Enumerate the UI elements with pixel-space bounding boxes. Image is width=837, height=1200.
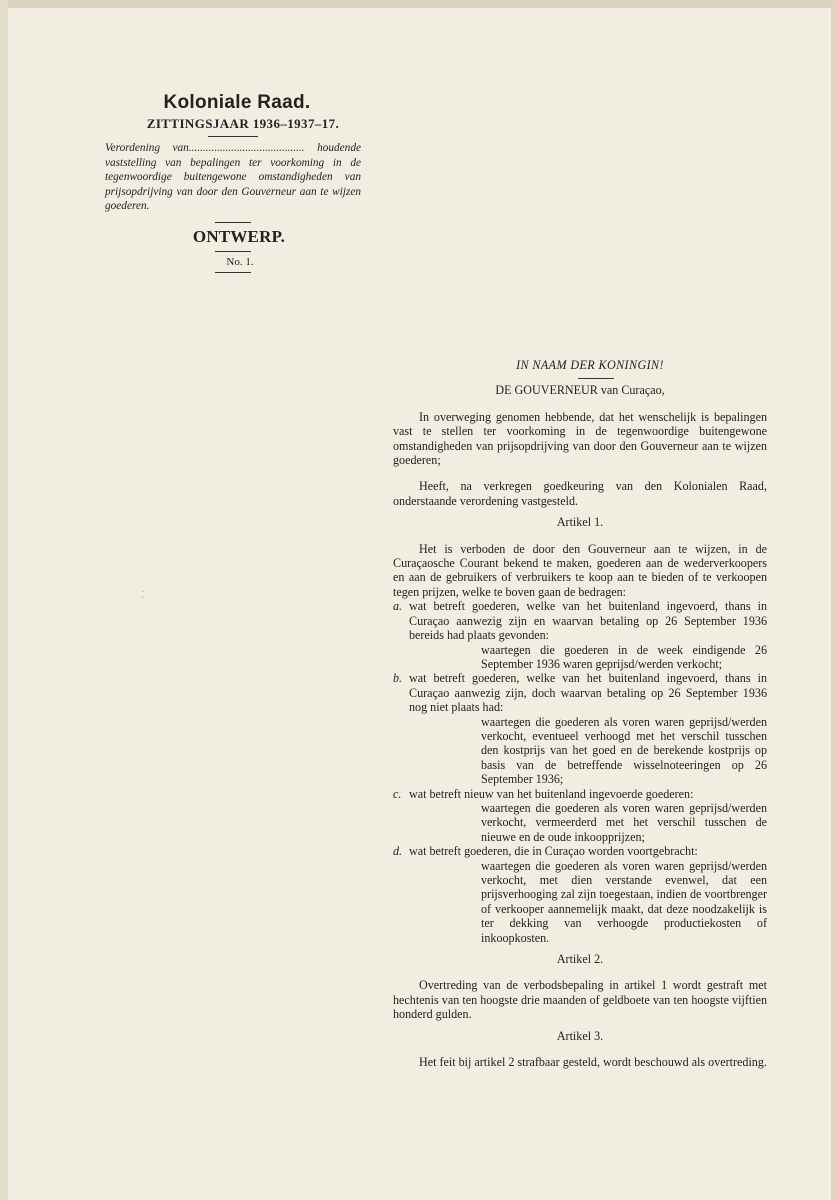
- list-subclause: waartegen die goederen in de week eindigende 26 September 1936 waren geprijsd/werden verkocht;: [481, 642, 767, 671]
- article-2-text: Overtreding van de verbodsbepaling in artikel 1 wordt gestraft met hechtenis van ten hoogste drie maanden of geldboete van ten hoogste vijftien honderd gulden.: [393, 978, 767, 1022]
- page-edge-left: [0, 0, 8, 1200]
- session-year: ZITTINGSJAAR 1936–1937–17.: [146, 116, 340, 131]
- article-3-title: Artikel 3.: [556, 1028, 604, 1043]
- draft-label: ONTWERP.: [192, 226, 286, 246]
- list-item: [393, 671, 767, 714]
- list-subclause: waartegen die goederen als voren waren geprijsd/werden verkocht, vermeerderd met het verschil tusschen de nieuwe en de oude inkoopprijzen;: [481, 800, 767, 844]
- enactment-paragraph: Heeft, na verkregen goedkeuring van den Kolonialen Raad, onderstaande verordening vastgesteld.: [393, 479, 767, 508]
- paper-speck: ⁚: [141, 590, 145, 601]
- list-item: [393, 844, 767, 858]
- list-subclause: waartegen die goederen als voren waren geprijsd/werden verkocht, eventueel verhoogd met het verschil tusschen den kostprijs van het goed en de berekende kostprijs op basis van de betreffende wisselnoteeringen op 26 September 1936;: [481, 714, 767, 787]
- divider: [215, 222, 251, 223]
- divider: [578, 378, 614, 379]
- article-1-text: Het is verboden de door den Gouverneur aan te wijzen, in de Curaçaosche Courant bekend te maken, goederen aan de wederverkoopers en aan de gebruikers of verbruikers te koop aan te bieden of te verkoopen tegen prijzen, welke te boven gaan de bedragen:: [393, 541, 767, 599]
- list-text: wat betreft goederen, welke van het buitenland ingevoerd, thans in Curaçao aanwezig zijn en waarvan betaling op 26 September 1936 bereids had plaats gevonden:: [409, 599, 767, 643]
- considering-paragraph: In overweging genomen hebbende, dat het wenschelijk is bepalingen vast te stellen ter voorkoming in de tegenwoordige buitengewone omstandigheden van prijsopdrijving van door den Gouverneur aan te wijzen goederen;: [393, 409, 767, 468]
- list-letter: d.: [393, 844, 403, 859]
- list-text: wat betreft goederen, welke van het buitenland ingevoerd, thans in Curaçao aanwezig zijn, doch waarvan betaling op 26 September 1936 nog niet plaats had:: [409, 671, 767, 715]
- list-text: wat betreft nieuw van het buitenland ingevoerde goederen:: [409, 786, 694, 801]
- ordinance-body: [393, 358, 767, 1069]
- page-edge-top: [0, 0, 837, 8]
- divider: [215, 272, 251, 273]
- document-number: No. 1.: [226, 255, 254, 268]
- page-edge-right: [831, 0, 837, 1200]
- list-letter: a.: [393, 599, 403, 614]
- list-item: [393, 599, 767, 642]
- document-header: [105, 92, 361, 277]
- list-letter: b.: [393, 671, 403, 686]
- list-letter: c.: [393, 786, 402, 801]
- divider: [215, 251, 251, 252]
- article-2-title: Artikel 2.: [556, 952, 604, 967]
- ordinance-description: Verordening van......................................... houdende vaststelling van bepalingen ter voorkoming in de tegenwoordige buitengewone omstandigheden van prijsopdrijving van door den Gouverneur aan te wijzen goederen.: [105, 142, 361, 212]
- list-subclause: waartegen die goederen als voren waren geprijsd/werden verkocht, met dien verstande evenwel, dat een prijsverhooging zal zijn toegestaan, indien de voortbrenger of verkooper aannemelijk maakt, dat deze noodzakelijk is ter dekking van verhoogde productiekosten of inkoopkosten.: [481, 858, 767, 945]
- article-1-title: Artikel 1.: [556, 515, 604, 530]
- issuer: DE GOUVERNEUR van Curaçao,: [495, 383, 665, 398]
- council-title: Koloniale Raad.: [163, 92, 311, 113]
- article-3-text: Het feit bij artikel 2 strafbaar gesteld, wordt beschouwd als overtreding.: [419, 1055, 767, 1070]
- list-item: [393, 787, 767, 801]
- divider: [208, 136, 258, 137]
- list-text: wat betreft goederen, die in Curaçao worden voortgebracht:: [409, 844, 698, 859]
- invocation: IN NAAM DER KONINGIN!: [516, 358, 664, 372]
